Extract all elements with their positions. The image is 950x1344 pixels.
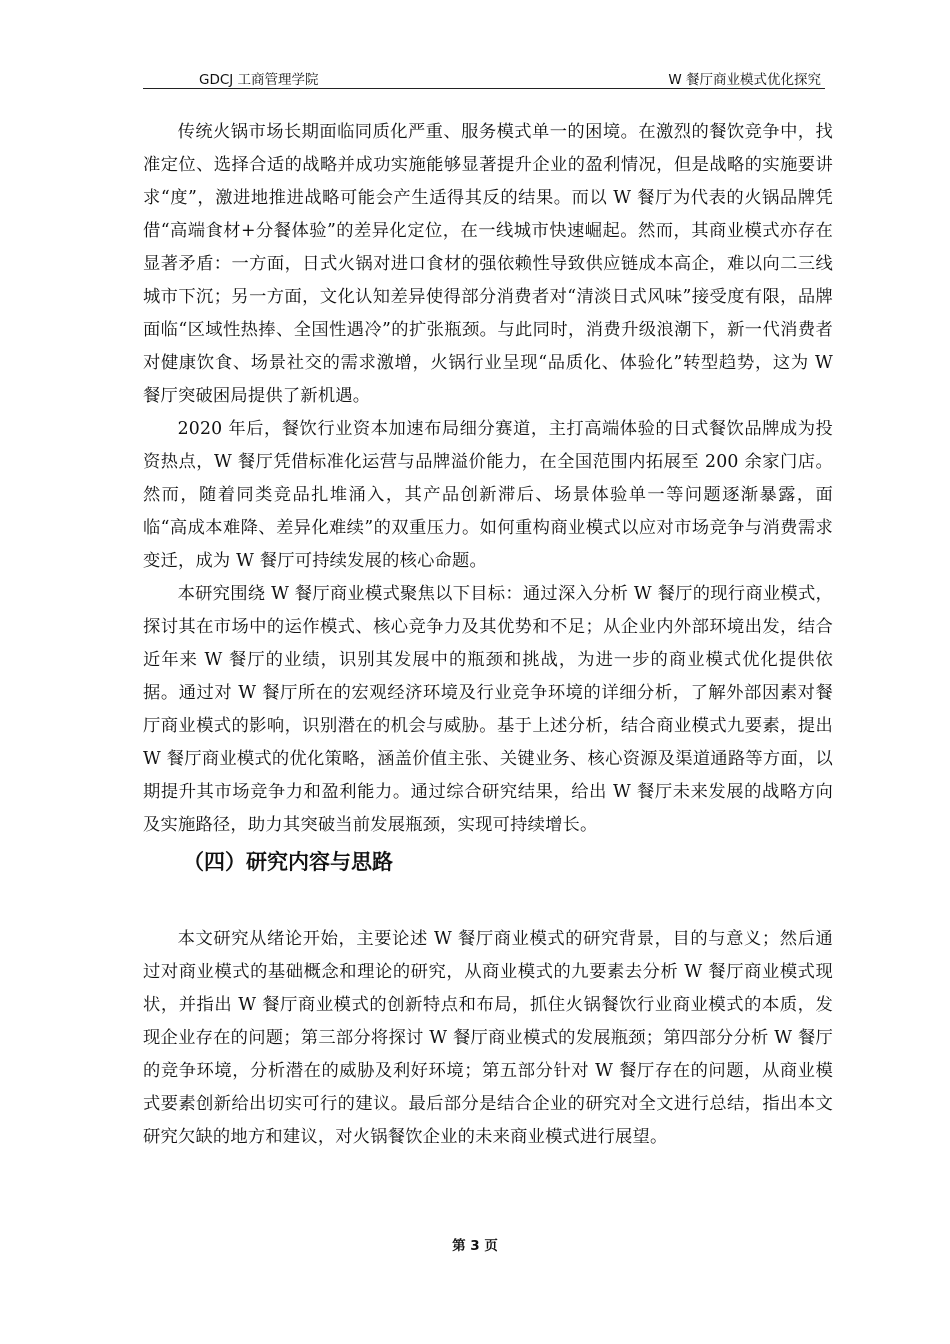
paragraph-industry-context: 2020 年后，餐饮行业资本加速布局细分赛道，主打高端体验的日式餐饮品牌成为投资热点，W 餐厅凭借标准化运营与品牌溢价能力，在全国范围内拓展至 200 余家门店。然而，随着同类竞品扎堆涌入，其产品创新滞后、场景体验单一等问题逐渐暴露，面临“高成本难降、差异化难续”的双重压力。如何重构商业模式以应对市场竞争与消费需求变迁，成为 W 餐厅可持续发展的核心命题。: [143, 419, 833, 571]
header-school-name: GDCJ 工商管理学院: [199, 72, 319, 88]
page-header: [143, 66, 825, 89]
header-paper-title: W 餐厅商业模式优化探究: [668, 72, 821, 88]
paragraph-background: 传统火锅市场长期面临同质化严重、服务模式单一的困境。在激烈的餐饮竞争中，找准定位、选择合适的战略并成功实施能够显著提升企业的盈利情况，但是战略的实施要讲求“度”，激进地推进战略可能会产生适得其反的结果。而以 W 餐厅为代表的火锅品牌凭借“高端食材+分餐体验”的差异化定位，在一线城市快速崛起。然而，其商业模式亦存在显著矛盾：一方面，日式火锅对进口食材的强依赖性导致供应链成本高企，难以向二三线城市下沉；另一方面，文化认知差异使得部分消费者对“清淡日式风味”接受度有限，品牌面临“区域性热捧、全国性遇冷”的扩张瓶颈。与此同时，消费升级浪潮下，新一代消费者对健康饮食、场景社交的需求激增，火锅行业呈现“品质化、体验化”转型趋势，这为 W 餐厅突破困局提供了新机遇。: [143, 122, 833, 406]
page-number: 第 3 页: [452, 1238, 498, 1254]
section-heading: （四）研究内容与思路: [183, 850, 393, 874]
document-body: [143, 116, 833, 1154]
paragraph-research-structure: 本文研究从绪论开始，主要论述 W 餐厅商业模式的研究背景，目的与意义；然后通过对商业模式的基础概念和理论的研究，从商业模式的九要素去分析 W 餐厅商业模式现状，并指出 W 餐厅商业模式的创新特点和布局，抓住火锅餐饮行业商业模式的本质，发现企业存在的问题；第三部分将探讨 W 餐厅商业模式的发展瓶颈；第四部分分析 W 餐厅的竞争环境，分析潜在的威胁及利好环境；第五部分针对 W 餐厅存在的问题，从商业模式要素创新给出切实可行的建议。最后部分是结合企业的研究对全文进行总结，指出本文研究欠缺的地方和建议，对火锅餐饮企业的未来商业模式进行展望。: [143, 929, 833, 1147]
paragraph-research-goals: 本研究围绕 W 餐厅商业模式聚焦以下目标：通过深入分析 W 餐厅的现行商业模式，探讨其在市场中的运作模式、核心竞争力及其优势和不足；从企业内外部环境出发，结合近年来 W 餐厅的业绩，识别其发展中的瓶颈和挑战，为进一步的商业模式优化提供依据。通过对 W 餐厅所在的宏观经济环境及行业竞争环境的详细分析，了解外部因素对餐厅商业模式的影响，识别潜在的机会与威胁。基于上述分析，结合商业模式九要素，提出 W 餐厅商业模式的优化策略，涵盖价值主张、关键业务、核心资源及渠道通路等方面，以期提升其市场竞争力和盈利能力。通过综合研究结果，给出 W 餐厅未来发展的战略方向及实施路径，助力其突破当前发展瓶颈，实现可持续增长。: [143, 584, 833, 835]
